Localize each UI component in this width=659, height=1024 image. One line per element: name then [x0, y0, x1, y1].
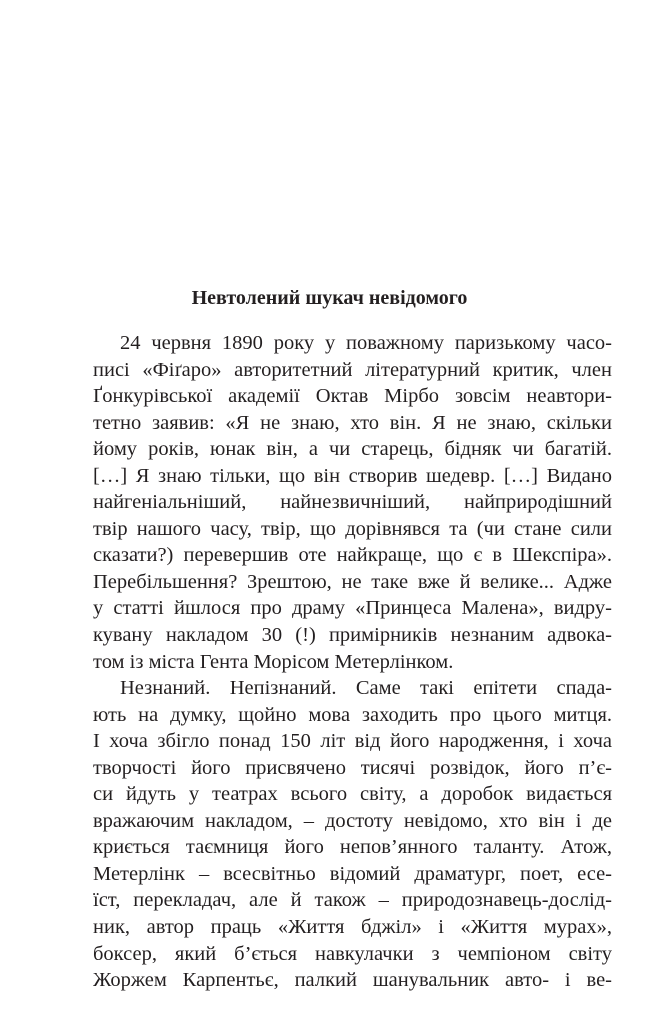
text-line: найгеніальніший, найнезвичніший, найприродішний [93, 491, 612, 514]
text-line: писі «Фіґаро» авторитетний літературний критик, член [93, 358, 612, 381]
text-line: ник, автор праць «Життя бджіл» і «Життя мурах», [93, 916, 612, 939]
text-line: Метерлінк – всесвітньо відомий драматург, поет, есе- [93, 862, 612, 885]
text-line: творчості його присвячено тисячі розвідок, його п’є- [93, 756, 612, 779]
text-line: 24 червня 1890 року у поважному паризькому часо- [120, 332, 612, 354]
text-line: Незнаний. Непізнаний. Саме такі епітети спада- [120, 677, 612, 700]
text-line: боксер, який б’ється навкулачки з чемпіоном світу [93, 942, 612, 965]
text-line: криється таємниця його непов’янного таланту. Атож, [93, 836, 612, 859]
text-line: […] Я знаю тільки, що він створив шедевр. […] Видано [93, 464, 612, 487]
chapter-title: Невтолений шукач невідомого [191, 287, 468, 309]
text-line: йому років, юнак він, а чи старець, бідняк чи багатій. [93, 438, 612, 461]
paragraph-2 [93, 675, 612, 994]
text-line: І хоча збігло понад 150 літ від його народження, і хоча [93, 730, 612, 753]
text-line: си йдуть у театрах всього світу, а доробок видається [93, 783, 612, 806]
text-line: Жоржем Карпентьє, палкий шанувальник авто- і ве- [93, 969, 612, 992]
text-line: Ґонкурівської академії Октав Мірбо зовсім неавтори- [93, 385, 612, 408]
text-line: Перебільшення? Зрештою, не таке вже й велике... Адже [93, 570, 612, 593]
text-line: у статті йшлося про драму «Принцеса Малена», видру- [93, 597, 612, 620]
text-line: вражаючим накладом, – достоту невідомо, хто він і де [93, 809, 612, 832]
text-line: том із міста Гента Морісом Метерлінком. [93, 650, 454, 673]
text-line: твір нашого часу, твір, що дорівнявся та (чи стане сили [93, 517, 612, 540]
text-line: тетно заявив: «Я не знаю, хто він. Я не знаю, скільки [93, 411, 612, 434]
text-line: їст, перекладач, але й також – природознавець-дослід- [93, 889, 612, 912]
text-line: ють на думку, щойно мова заходить про цього митця. [93, 703, 612, 726]
text-line: сказати?) перевершив оте найкраще, що є в Шекспіра». [93, 544, 612, 567]
text-line: кувану накладом 30 (!) примірників незнаним адвока- [93, 624, 612, 647]
paragraph-1 [93, 330, 612, 675]
chapter-body [93, 330, 612, 994]
